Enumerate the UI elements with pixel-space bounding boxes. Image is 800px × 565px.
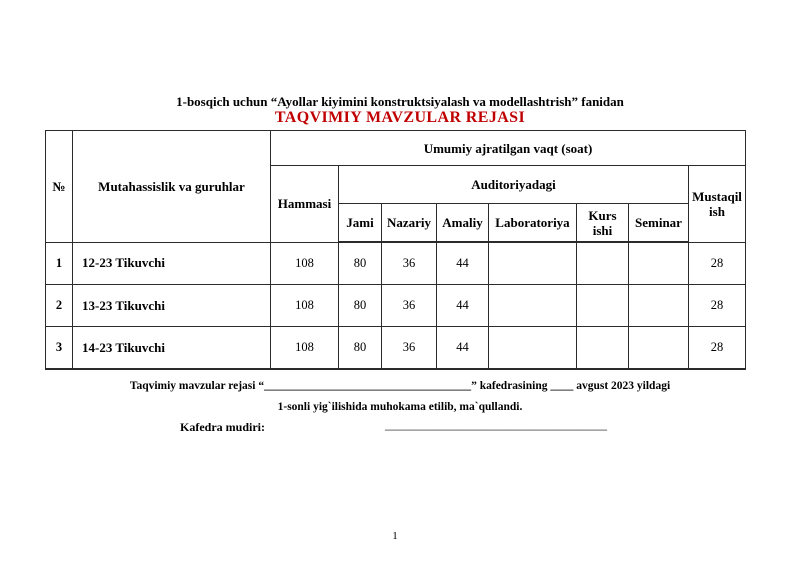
table-row bbox=[46, 327, 746, 370]
cell-mustaqil: 28 bbox=[689, 285, 746, 327]
footer-meeting-line: 1-sonli yig`ilishida muhokama etilib, ma`qullandi. bbox=[277, 401, 523, 413]
cell-hammasi: 108 bbox=[271, 242, 339, 285]
doc-title: 1-bosqich uchun “Ayollar kiyimini konstruktsiyalash va modellashtrish” fanidan bbox=[176, 94, 624, 109]
cell-kurs-ishi bbox=[577, 242, 629, 285]
page-number: 1 bbox=[392, 530, 398, 542]
col-header-specialty: Mutahassislik va guruhlar bbox=[73, 131, 271, 243]
signature-line: _____________________________________ bbox=[385, 418, 607, 432]
cell-group: 13-23 Tikuvchi bbox=[73, 285, 271, 327]
cell-amaliy: 44 bbox=[437, 327, 489, 370]
cell-kurs-ishi bbox=[577, 285, 629, 327]
cell-no: 2 bbox=[46, 285, 73, 327]
cell-laboratoriya bbox=[489, 242, 577, 285]
cell-group: 14-23 Tikuvchi bbox=[73, 327, 271, 370]
cell-jami: 80 bbox=[339, 242, 382, 285]
col-header-seminar: Seminar bbox=[629, 204, 689, 243]
cell-amaliy: 44 bbox=[437, 242, 489, 285]
col-header-nazariy: Nazariy bbox=[382, 204, 437, 243]
cell-mustaqil: 28 bbox=[689, 327, 746, 370]
col-header-no: № bbox=[46, 131, 73, 243]
footer-approval-line: Taqvimiy mavzular rejasi “____________________________________” kafedrasining ____ avgust 2023 yildagi bbox=[129, 380, 671, 392]
table-row bbox=[46, 242, 746, 285]
col-header-hammasi: Hammasi bbox=[271, 166, 339, 243]
kafedra-mudiri-label: Kafedra mudiri: bbox=[180, 420, 265, 434]
cell-kurs-ishi bbox=[577, 327, 629, 370]
cell-mustaqil: 28 bbox=[689, 242, 746, 285]
col-header-laboratoriya: Laboratoriya bbox=[489, 204, 577, 243]
cell-jami: 80 bbox=[339, 285, 382, 327]
cell-nazariy: 36 bbox=[382, 327, 437, 370]
cell-nazariy: 36 bbox=[382, 285, 437, 327]
col-header-amaliy: Amaliy bbox=[437, 204, 489, 243]
cell-nazariy: 36 bbox=[382, 242, 437, 285]
doc-subtitle: TAQVIMIY MAVZULAR REJASI bbox=[274, 109, 526, 126]
col-header-mustaqil-ish: Mustaqil ish bbox=[689, 166, 746, 243]
cell-jami: 80 bbox=[339, 327, 382, 370]
document-titles bbox=[0, 94, 800, 126]
cell-no: 3 bbox=[46, 327, 73, 370]
cell-no: 1 bbox=[46, 242, 73, 285]
col-header-auditoriyadagi: Auditoriyadagi bbox=[339, 166, 689, 204]
cell-group: 12-23 Tikuvchi bbox=[73, 242, 271, 285]
col-header-kurs-ishi: Kurs ishi bbox=[577, 204, 629, 243]
col-header-total-time: Umumiy ajratilgan vaqt (soat) bbox=[271, 131, 746, 166]
cell-laboratoriya bbox=[489, 327, 577, 370]
schedule-table bbox=[45, 130, 746, 370]
cell-seminar bbox=[629, 285, 689, 327]
cell-seminar bbox=[629, 327, 689, 370]
table-row bbox=[46, 285, 746, 327]
cell-seminar bbox=[629, 242, 689, 285]
cell-amaliy: 44 bbox=[437, 285, 489, 327]
col-header-jami: Jami bbox=[339, 204, 382, 243]
cell-hammasi: 108 bbox=[271, 327, 339, 370]
cell-hammasi: 108 bbox=[271, 285, 339, 327]
cell-laboratoriya bbox=[489, 285, 577, 327]
